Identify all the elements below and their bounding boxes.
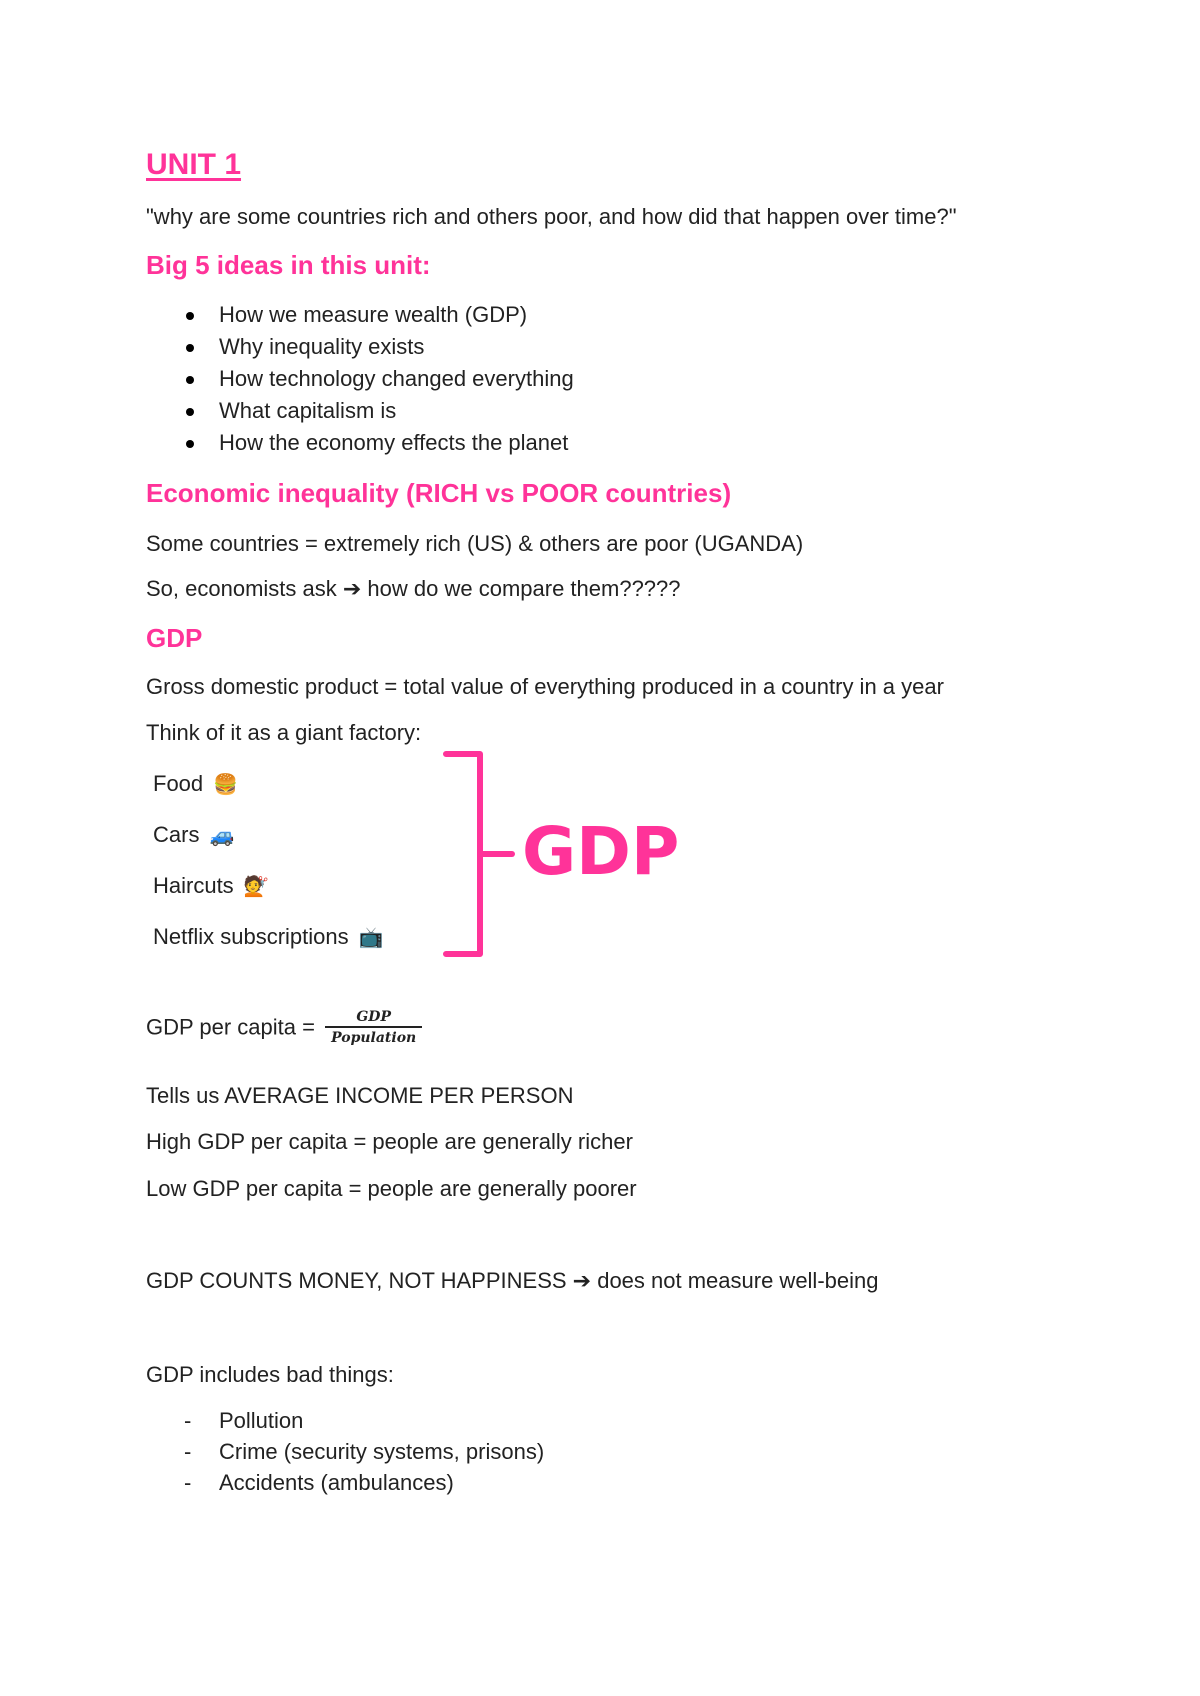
big5-heading: Big 5 ideas in this unit: (146, 250, 431, 280)
factory-item (153, 873, 269, 899)
factory-item (153, 924, 384, 950)
bracket-shape (446, 754, 480, 954)
low-gdp-line: Low GDP per capita = people are generally poorer (146, 1176, 637, 1201)
list-item: Crime (security systems, prisons) (219, 1439, 545, 1464)
bullet-icon (186, 376, 194, 384)
list-item: What capitalism is (219, 398, 397, 423)
list-item: How we measure wealth (GDP) (219, 302, 528, 327)
inequality-line-2-end: how do we compare them????? (361, 576, 681, 601)
factory-item-label: Haircuts (153, 873, 234, 898)
fraction-numerator: GDP (356, 1009, 391, 1025)
money-line-end: does not measure well-being (591, 1268, 879, 1293)
list-item: How technology changed everything (219, 366, 574, 391)
factory-intro: Think of it as a giant factory: (146, 720, 422, 745)
avg-income-line: Tells us AVERAGE INCOME PER PERSON (146, 1083, 574, 1108)
gdp-heading: GDP (146, 623, 203, 653)
inequality-line-2-start: So, economists ask (146, 576, 343, 601)
gdp-definition: Gross domestic product = total value of everything produced in a country in a year (146, 674, 944, 699)
unit-title: UNIT 1 (146, 148, 242, 181)
bracket-gdp-label: GDP (522, 813, 680, 890)
list-item: Why inequality exists (219, 334, 425, 359)
bullet-icon (186, 440, 194, 448)
inequality-line-1: Some countries = extremely rich (US) & others are poor (UGANDA) (146, 531, 804, 556)
car-icon: 🚙 (209, 823, 235, 847)
bullet-icon (186, 312, 194, 320)
money-line-start: GDP COUNTS MONEY, NOT HAPPINESS (146, 1268, 573, 1293)
inequality-line-2 (146, 576, 681, 602)
factory-item-label: Cars (153, 822, 200, 847)
gdp-bracket-drawing (430, 740, 680, 965)
burger-icon: 🍔 (213, 772, 239, 796)
per-capita-label: GDP per capita = (146, 1014, 322, 1040)
fraction-denominator: Population (331, 1030, 417, 1046)
list-item: How the economy effects the planet (219, 430, 569, 455)
gdp-fraction (325, 1010, 422, 1045)
bullet-icon (186, 344, 194, 352)
dash-icon: - (184, 1470, 192, 1495)
bad-things-intro: GDP includes bad things: (146, 1362, 394, 1387)
factory-item-label: Food (153, 771, 204, 796)
haircut-icon: 💇 (243, 874, 269, 898)
factory-item (153, 822, 234, 848)
arrow-icon: ➔ (342, 576, 362, 601)
per-capita-formula (146, 1010, 422, 1045)
dash-icon: - (184, 1408, 192, 1433)
factory-item-label: Netflix subscriptions (153, 924, 349, 949)
bullet-icon (186, 408, 194, 416)
factory-item (153, 771, 238, 797)
money-not-happiness-line (146, 1268, 878, 1294)
inequality-heading: Economic inequality (RICH vs POOR countries) (146, 478, 732, 508)
arrow-icon: ➔ (572, 1268, 592, 1293)
unit-question: "why are some countries rich and others poor, and how did that happen over time?" (146, 204, 957, 229)
tv-icon: 📺 (358, 925, 384, 949)
high-gdp-line: High GDP per capita = people are generally richer (146, 1129, 633, 1154)
list-item: Accidents (ambulances) (219, 1470, 454, 1495)
dash-icon: - (184, 1439, 192, 1464)
list-item: Pollution (219, 1408, 304, 1433)
